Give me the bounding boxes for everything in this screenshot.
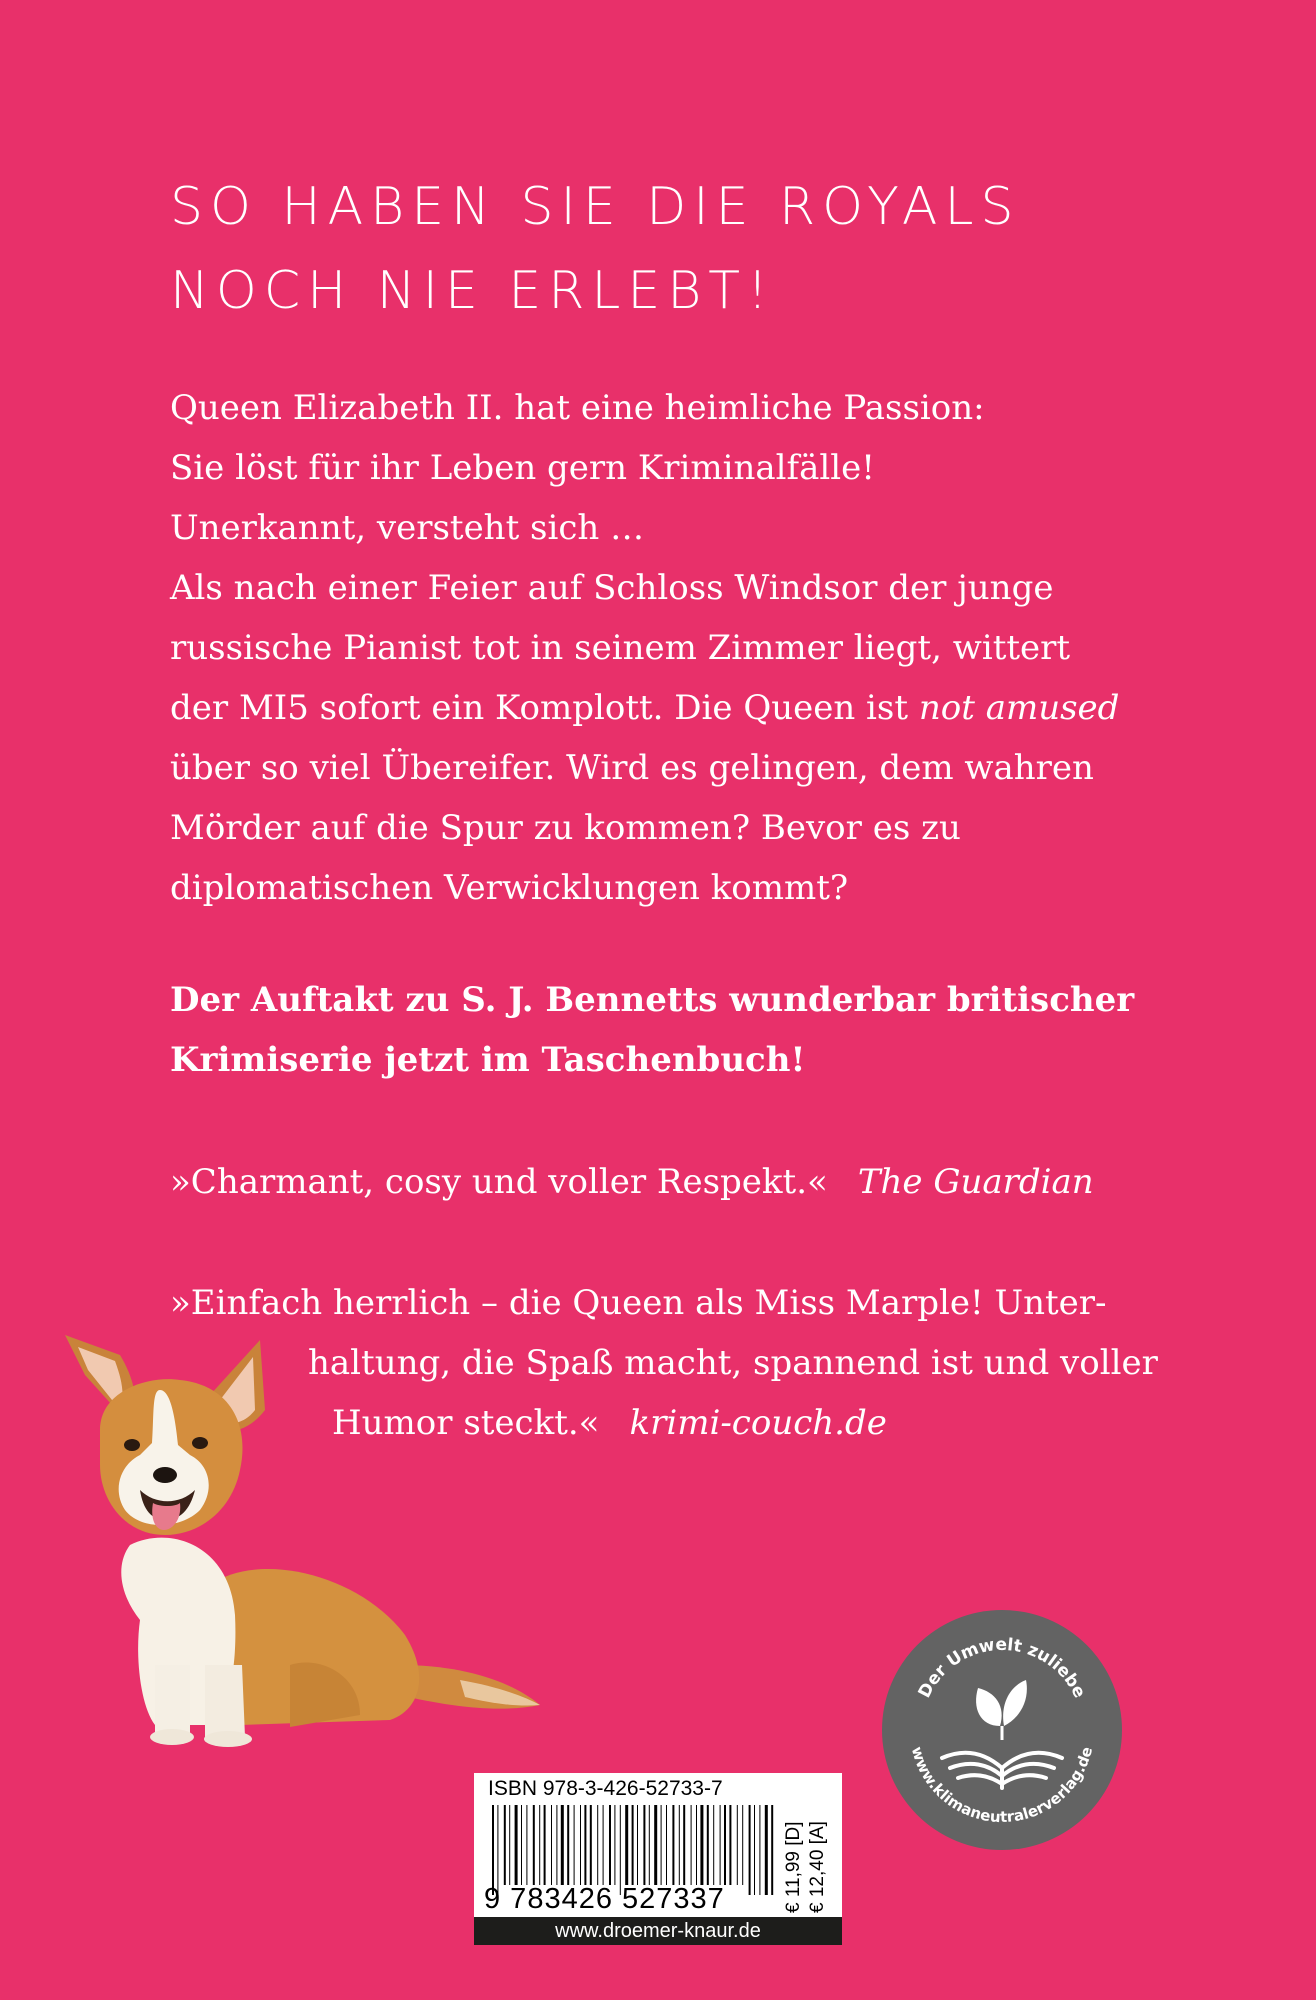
headline-line-1: SO HABEN SIE DIE ROYALS [170, 177, 1021, 237]
barcode-bar [567, 1805, 569, 1885]
barcode-bar [729, 1805, 731, 1885]
barcode-bar [509, 1805, 510, 1885]
barcode-bar [643, 1805, 645, 1885]
quote-source: krimi-couch.de [629, 1403, 887, 1443]
barcode-bar [504, 1805, 506, 1885]
blurb-line: über so viel Übereifer. Wird es gelingen, dem wahren [170, 748, 1094, 788]
prices [777, 1801, 837, 1916]
barcode-bar [597, 1805, 598, 1885]
price-austria: € 12,40 [A] [807, 1821, 828, 1913]
barcode-bar [720, 1805, 721, 1885]
barcode-bar [521, 1805, 522, 1885]
ean-digits: 9 783426 527337 [484, 1883, 725, 1915]
barcode-bar [724, 1805, 726, 1885]
eco-badge [880, 1608, 1125, 1853]
barcode-bar [620, 1805, 621, 1895]
headline [170, 165, 1020, 333]
quote-line-1: »Einfach herrlich – die Queen als Miss Marple! Unter- [170, 1283, 1107, 1323]
lead-line-2: Krimiserie jetzt im Taschenbuch! [170, 1040, 806, 1080]
quote-text: Humor steckt.« [332, 1403, 600, 1443]
barcode-bar [561, 1805, 564, 1885]
barcode-bar [609, 1805, 611, 1885]
barcode-bar [590, 1805, 592, 1885]
barcode-bar [765, 1805, 768, 1895]
badge-bottom-text: www.klimaneutralerverlag.de [907, 1744, 1097, 1827]
quote-source: The Guardian [857, 1162, 1094, 1202]
blurb-line: Queen Elizabeth II. hat eine heimliche Passion: [170, 388, 985, 428]
headline-line-2: NOCH NIE ERLEBT! [170, 261, 775, 321]
blurb [170, 378, 1119, 918]
publisher-website: www.droemer-knaur.de [474, 1917, 842, 1945]
barcode-bar [625, 1805, 628, 1885]
corgi-illustration [60, 1335, 560, 1755]
barcode-bar [749, 1805, 751, 1895]
blurb-line: russische Pianist tot in seinem Zimmer liegt, wittert [170, 628, 1071, 668]
barcode-bar [551, 1805, 552, 1885]
blurb-line: diplomatischen Verwicklungen kommt? [170, 868, 849, 908]
barcode-bar [533, 1805, 535, 1885]
blurb-line: Mörder auf die Spur zu kommen? Bevor es zu [170, 808, 961, 848]
barcode-bar [539, 1805, 540, 1885]
barcode-bar [580, 1805, 581, 1885]
barcode-bar [584, 1805, 586, 1885]
quote-text: »Charmant, cosy und voller Respekt.« [170, 1162, 828, 1202]
quote-line-2: haltung, die Spaß macht, spannend ist und voller [308, 1343, 1158, 1383]
isbn: ISBN 978-3-426-52733-7 [488, 1777, 723, 1800]
barcode-bar [683, 1805, 685, 1885]
barcode-bar [707, 1805, 709, 1885]
barcode-bar [574, 1805, 575, 1885]
price-germany: € 11,99 [D] [783, 1821, 804, 1913]
barcode-bar [637, 1805, 638, 1885]
barcode-bar [515, 1805, 518, 1885]
blurb-line: Sie löst für ihr Leben gern Kriminalfälle! [170, 448, 875, 488]
barcode-bar [526, 1805, 527, 1885]
barcode-bar [713, 1805, 714, 1885]
lead-paragraph [170, 970, 1134, 1090]
barcode-bar [544, 1805, 546, 1885]
barcode-bar [661, 1805, 662, 1885]
barcode-bar [754, 1805, 755, 1895]
barcode-bar [603, 1805, 604, 1885]
barcode-bar [700, 1805, 703, 1885]
lead-line-1: Der Auftakt zu S. J. Bennetts wunderbar britischer [170, 980, 1135, 1020]
barcode-label [474, 1773, 842, 1945]
barcode-bar [759, 1805, 760, 1895]
barcode-bar [696, 1805, 697, 1885]
barcode-bar [679, 1805, 680, 1885]
blurb-line: Als nach einer Feier auf Schloss Windsor der junge [170, 568, 1054, 608]
barcode-bar [666, 1805, 667, 1885]
barcode-icon [488, 1805, 778, 1895]
barcode-bar [632, 1805, 634, 1885]
barcode-bar [672, 1805, 674, 1885]
barcode-bar [492, 1805, 494, 1895]
blurb-line [170, 678, 1119, 738]
barcode-bar [614, 1805, 615, 1885]
blurb-line-text: der MI5 sofort ein Komplott. Die Queen ist [170, 688, 919, 728]
barcode-bar [556, 1805, 557, 1885]
badge-top-text: Der Umwelt zuliebe [914, 1634, 1090, 1702]
barcode-bar [497, 1805, 498, 1895]
review-quote-guardian [170, 1152, 1094, 1212]
barcode-bar [737, 1805, 738, 1885]
blurb-italic: not amused [918, 688, 1120, 728]
blurb-line: Unerkannt, versteht sich … [170, 508, 645, 548]
barcode-bar [691, 1805, 692, 1885]
barcode-bar [742, 1805, 743, 1885]
barcode-bar [649, 1805, 650, 1885]
barcode-bar [654, 1805, 657, 1885]
barcode-bar [771, 1805, 773, 1895]
